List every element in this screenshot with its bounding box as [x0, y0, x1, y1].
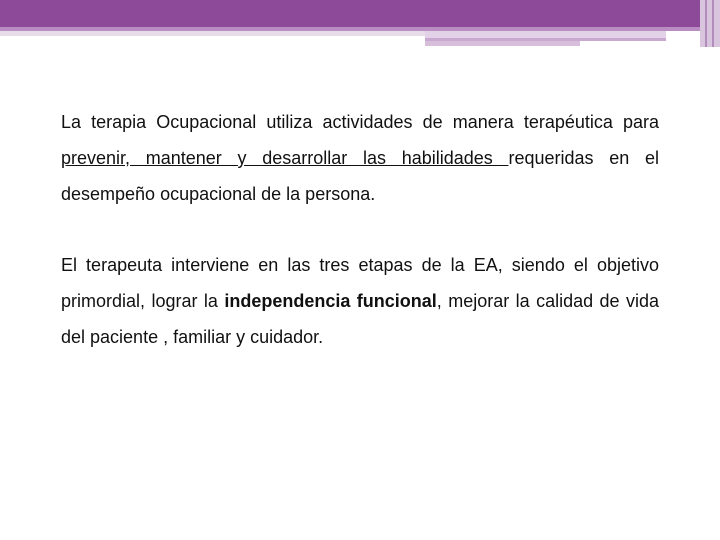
paragraph2-text-after: , mejorar la calidad de vida del paciente , familiar y cuidador. — [61, 291, 659, 347]
header-accent-tab — [425, 41, 580, 46]
paragraph2-bold-text: independencia funcional — [224, 291, 437, 311]
header-corner-line — [705, 0, 707, 47]
header-underline — [0, 31, 425, 36]
header-bar — [0, 0, 700, 27]
paragraph-occupational-therapy — [61, 104, 659, 212]
paragraph1-text-before: La terapia Ocupacional utiliza actividades de manera terapéutica para — [61, 112, 659, 132]
header-accent-strip — [425, 31, 666, 38]
paragraph2-text-before: El terapeuta interviene en las tres etapas de la EA, siendo el objetivo primordial, lograr la — [61, 255, 659, 311]
paragraph1-underlined-text: prevenir, mantener y desarrollar las habilidades — [61, 148, 509, 168]
header-corner-line — [712, 0, 714, 47]
header-corner-block — [700, 0, 720, 47]
paragraph-therapist-role — [61, 247, 659, 355]
slide-body — [61, 104, 659, 355]
paragraph1-text-after: requeridas en el desempeño ocupacional de la persona. — [61, 148, 659, 204]
